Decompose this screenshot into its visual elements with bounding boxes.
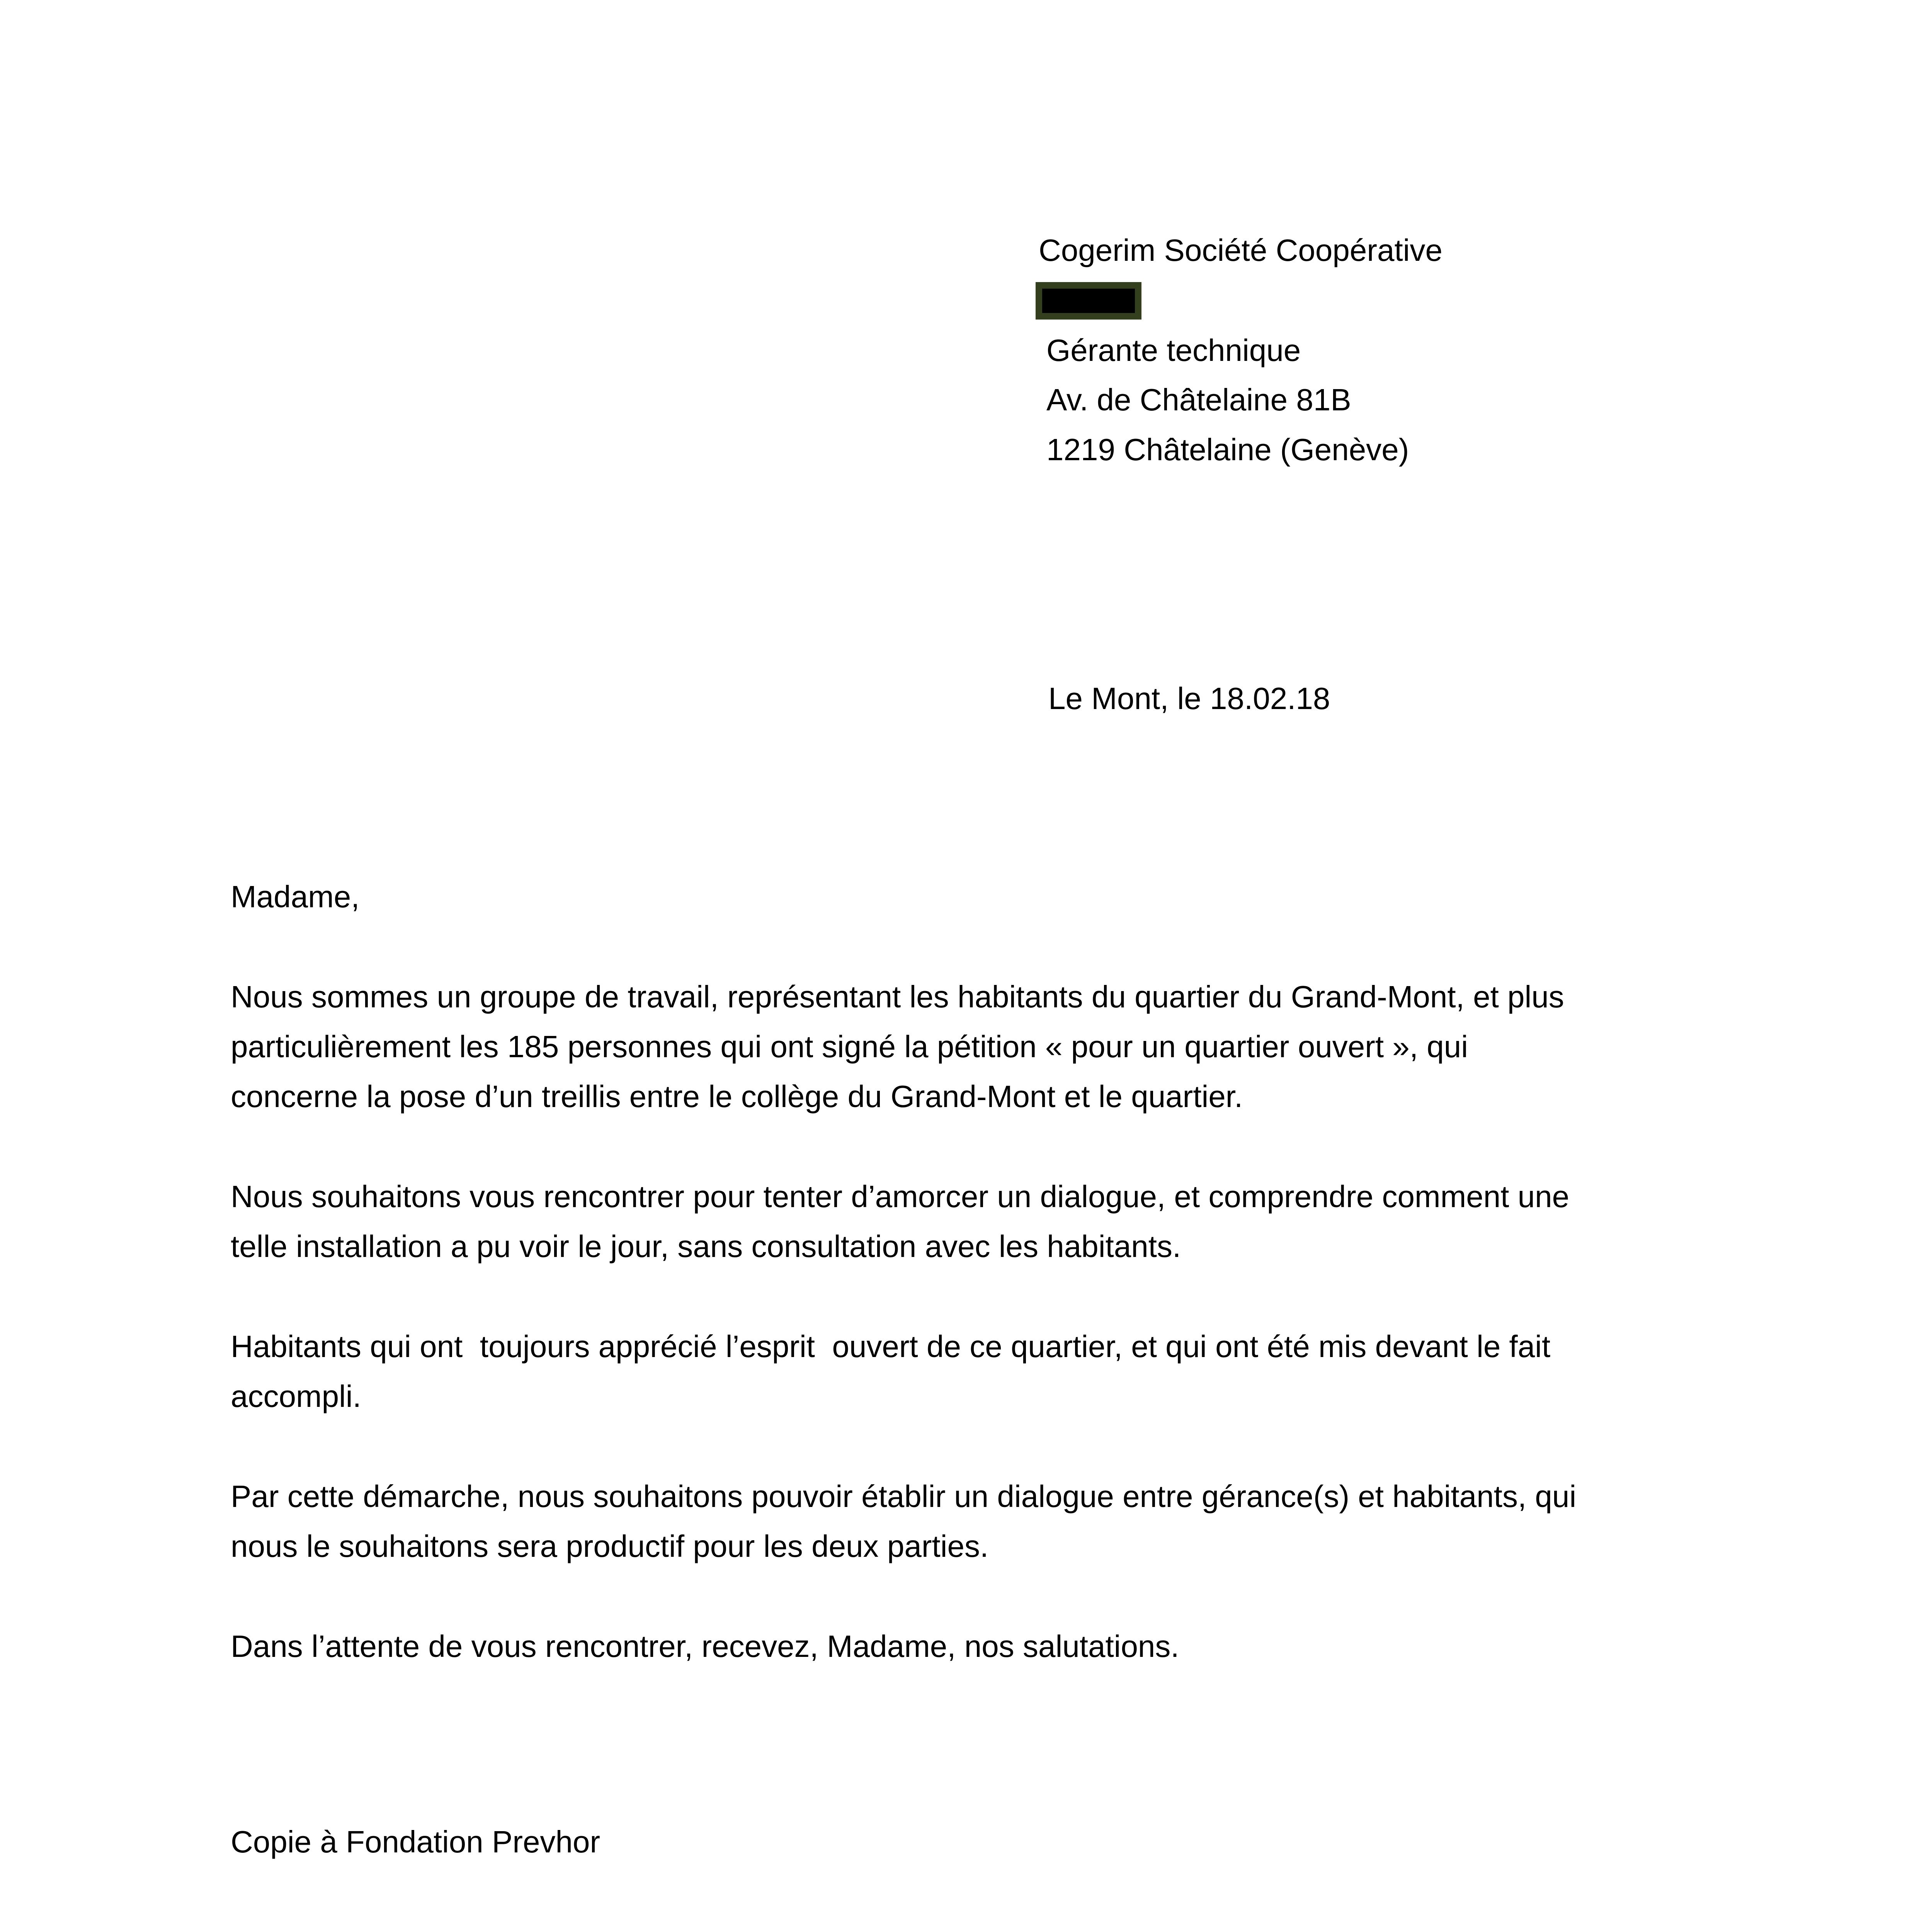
recipient-city: 1219 Châtelaine (Genève) [1046, 432, 1409, 467]
paragraph-line: concerne la pose d’un treillis entre le collège du Grand-Mont et le quartier. [231, 1079, 1243, 1114]
copy-note: Copie à Fondation Prevhor [231, 1825, 600, 1859]
paragraph-line: Par cette démarche, nous souhaitons pouvoir établir un dialogue entre gérance(s) et habitants, qui [231, 1479, 1577, 1514]
redacted-name-block [1036, 282, 1141, 320]
place-date: Le Mont, le 18.02.18 [1048, 681, 1330, 716]
paragraph-line: telle installation a pu voir le jour, sans consultation avec les habitants. [231, 1229, 1181, 1264]
paragraph-line: Nous souhaitons vous rencontrer pour tenter d’amorcer un dialogue, et comprendre comment une [231, 1179, 1570, 1214]
salutation: Madame, [231, 879, 360, 914]
closing-line: Dans l’attente de vous rencontrer, recevez, Madame, nos salutations. [231, 1629, 1179, 1663]
recipient-role: Gérante technique [1046, 333, 1301, 367]
paragraph-line: Nous sommes un groupe de travail, représentant les habitants du quartier du Grand-Mont, et plus [231, 980, 1564, 1014]
recipient-address: Av. de Châtelaine 81B [1046, 383, 1351, 417]
paragraph-line: accompli. [231, 1379, 361, 1413]
recipient-organisation: Cogerim Société Coopérative [1039, 233, 1442, 267]
paragraph-line: particulièrement les 185 personnes qui ont signé la pétition « pour un quartier ouvert », qui [231, 1029, 1468, 1064]
paragraph-line: Habitants qui ont toujours apprécié l’esprit ouvert de ce quartier, et qui ont été mis devant le fait [231, 1329, 1551, 1364]
paragraph-line: nous le souhaitons sera productif pour les deux parties. [231, 1529, 989, 1563]
